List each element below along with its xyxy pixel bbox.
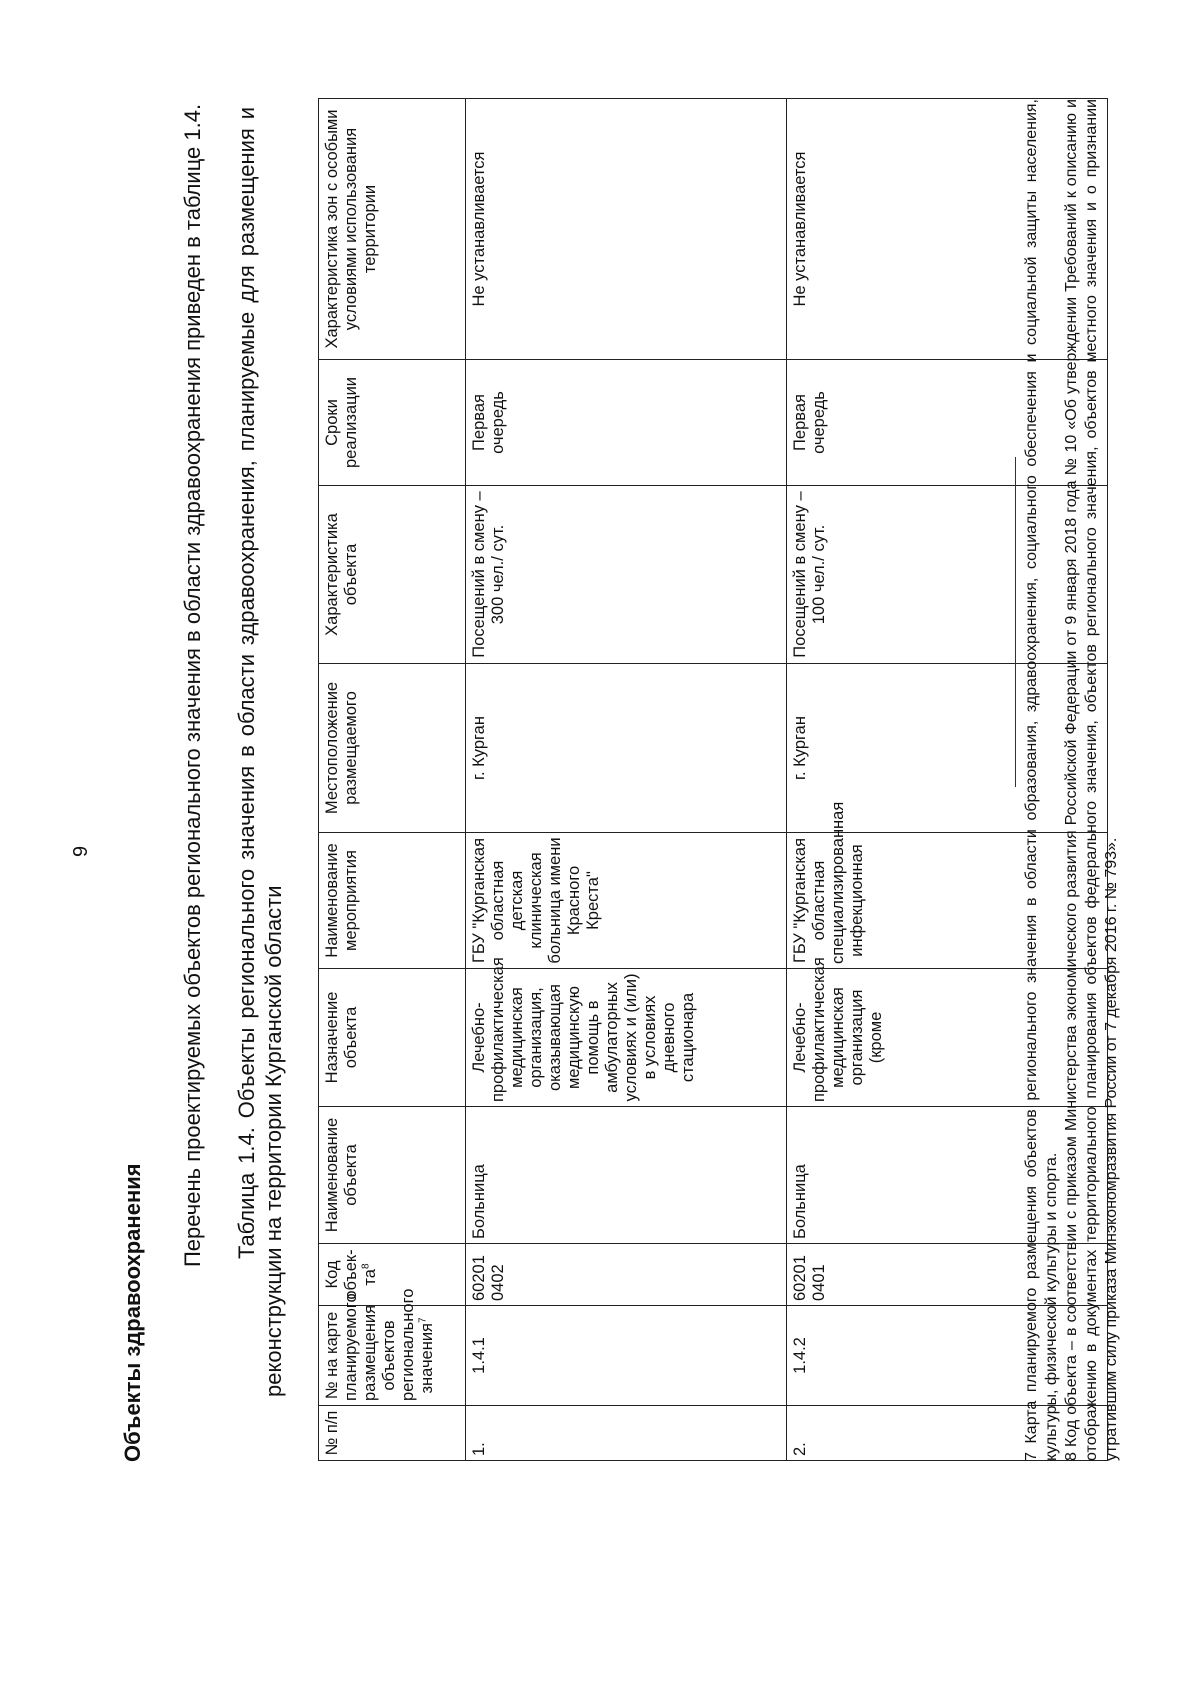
cell-characteristic: Посещений в смену – 300 чел./ сут.	[466, 486, 787, 664]
cell-name: Больница	[466, 1107, 787, 1244]
header-terms: Сроки реализации	[319, 360, 466, 486]
header-code: Код объек-$та^8$	[319, 1244, 466, 1306]
page-number: 9	[70, 845, 92, 857]
cell-purpose: Лечебно-профилактическая медицинская организация (кроме	[787, 969, 1108, 1107]
section-title: Объекты здравоохранения	[120, 1163, 145, 1462]
footnote-8: 8 Код объекта – в соответствии с приказом Министерства экономического развития Российской Федерации от 9 января 2018 года № 10 «Об утверждении Требований к описанию и отображению в документах территориального планирования объектов федерального значения, объектов регионального значения, объектов местного значения и о признании утратившим силу приказа Минэкономразвития России от 7 декабря 2016 г. № 793».	[1063, 99, 1120, 1461]
cell-code: 602010402	[466, 1244, 787, 1306]
cell-purpose: Лечебно-профилактическая медицинская организация, оказывающая медицинскую помощь в амбулаторных условиях и (или) в условиях дневного стационара	[466, 969, 787, 1107]
cell-num: 2.	[787, 1406, 1108, 1461]
cell-characteristic: Посещений в смену – 100 чел./ сут.	[787, 486, 1108, 664]
footnotes	[1022, 99, 1122, 1461]
cell-terms: Первая очередь	[787, 360, 1108, 486]
table-header-row	[319, 99, 466, 1461]
cell-map-num: 1.4.2	[787, 1306, 1108, 1406]
cell-name: Больница	[787, 1107, 1108, 1244]
cell-event: ГБУ "Курганская областная специализированная инфекционная	[787, 833, 1108, 969]
cell-code: 602010401	[787, 1244, 1108, 1306]
objects-table	[318, 98, 1108, 1461]
intro-text: Перечень проектируемых объектов регионального значения в области здравоохранения приведен в таблице 1.4.	[180, 103, 205, 1267]
header-characteristic: Характеристика объекта	[319, 486, 466, 664]
cell-location: г. Курган	[466, 664, 787, 833]
header-num: № п/п	[319, 1406, 466, 1461]
table-caption: Таблица 1.4. Объекты регионального значения в области здравоохранения, планируемые для размещения и реконструкции на территории Курганской области	[234, 107, 286, 1397]
header-purpose: Назначение объекта	[319, 969, 466, 1107]
footnote-divider	[1015, 457, 1016, 787]
header-zones: Характеристика зон с особыми условиями использования территории	[319, 99, 466, 360]
header-event: Наименование мероприятия	[319, 833, 466, 969]
table-row	[466, 99, 787, 1461]
cell-map-num: 1.4.1	[466, 1306, 787, 1406]
cell-location: г. Курган	[787, 664, 1108, 833]
header-location: Местоположение размещаемого	[319, 664, 466, 833]
cell-zones: Не устанавливается	[466, 99, 787, 360]
header-map-num: № на карте планируемого размещения объектов регионального значения$^7$	[319, 1306, 466, 1406]
header-name: Наименование объекта	[319, 1107, 466, 1244]
cell-zones: Не устанавливается	[787, 99, 1108, 360]
cell-num: 1.	[466, 1406, 787, 1461]
footnote-7: 7 Карта планируемого размещения объектов регионального значения в области образования, здравоохранения, социального обеспечения и социальной защиты населения, культуры, физической культуры и спорта.	[1023, 99, 1060, 1461]
cell-terms: Первая очередь	[466, 360, 787, 486]
cell-event: ГБУ "Курганская областная детская клиническая больница имени Красного Креста"	[466, 833, 787, 969]
